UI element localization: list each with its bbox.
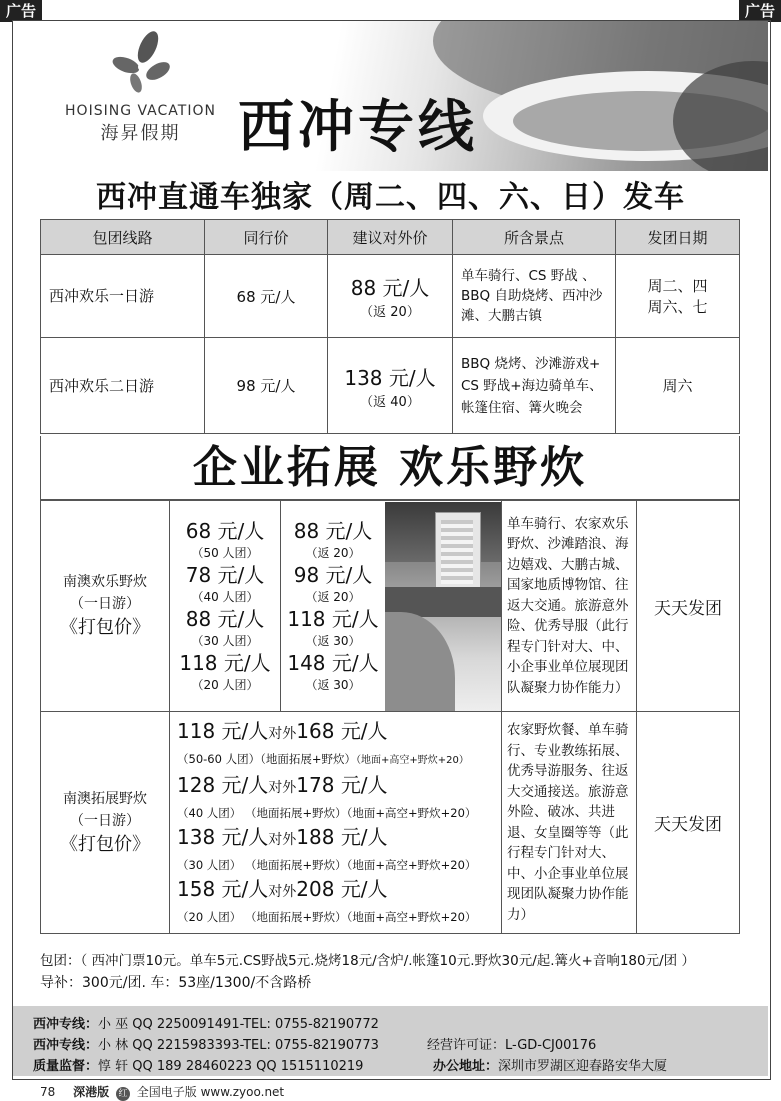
retail-price: 118 元/人 <box>287 607 379 631</box>
peer-note: （40 人团） <box>191 590 259 604</box>
table-row <box>41 501 740 712</box>
flower-logo-icon <box>106 31 176 95</box>
peer-price: 118 元/人 <box>177 718 269 743</box>
table-row <box>41 338 740 434</box>
price-separator: 对外 <box>268 883 297 900</box>
group-note: （20 人团） （地面拓展+野炊） <box>177 909 347 924</box>
retail-note: （返 30） <box>305 678 361 692</box>
contact-label: 质量监督： <box>33 1059 99 1074</box>
package-table <box>40 500 740 934</box>
price-line <box>177 876 500 905</box>
resort-photo <box>385 502 501 711</box>
dates-line: 周六、七 <box>647 298 708 316</box>
peer-note: （20 人团） <box>191 678 259 692</box>
dates: 天天发团 <box>654 815 722 835</box>
retail-note: （返 40） <box>360 394 420 410</box>
price-separator: 对外 <box>268 779 297 796</box>
group-note-2: （地面+高空+野炊+20） <box>346 805 477 820</box>
route-table <box>40 219 740 434</box>
contact-bar <box>13 1006 768 1076</box>
peer-price: 68 元/人 <box>205 255 328 338</box>
page-number: 78 <box>40 1085 56 1099</box>
route-name: 南澳拓展野炊 <box>63 790 147 807</box>
contact-label: 西冲专线： <box>33 1017 99 1032</box>
header-banner <box>13 21 768 171</box>
dates: 天天发团 <box>654 598 722 619</box>
address-label: 办公地址： <box>433 1059 499 1074</box>
dates-cell <box>637 712 740 934</box>
page-footer <box>40 1083 284 1101</box>
route-pricing-type: 《打包价》 <box>60 617 150 638</box>
table-row <box>41 712 740 934</box>
group-note-2: （地面+高空+野炊+20） <box>346 909 477 924</box>
group-note: （40 人团） （地面拓展+野炊） <box>177 805 347 820</box>
peer-price-cell <box>170 501 281 712</box>
price-block <box>177 824 500 876</box>
retail-note: （返 30） <box>305 634 361 648</box>
description-cell <box>502 712 637 934</box>
retail-price: 138 元/人 <box>344 365 436 390</box>
header-route: 包团线路 <box>41 220 205 255</box>
expansion-prices-cell <box>170 712 502 934</box>
group-note-2: （地面+高空+野炊+20） <box>355 754 469 766</box>
retail-note: （返 20） <box>305 546 361 560</box>
edition: 深港版 <box>73 1085 110 1099</box>
contact-row-3 <box>33 1055 363 1074</box>
contact-row-1 <box>33 1013 379 1032</box>
route-pricing-type: 《打包价》 <box>60 833 150 855</box>
description-cell <box>502 501 637 712</box>
ad-label-left: 广告 <box>0 0 42 22</box>
dates-cell <box>616 255 740 338</box>
price-line <box>177 718 500 747</box>
price-line <box>177 824 500 853</box>
contact-text: 小 林 QQ 2215983393-TEL: 0755-82190773 <box>98 1038 379 1053</box>
route-duration: （一日游） <box>70 596 140 612</box>
logo-chinese: 海昇假期 <box>100 123 181 144</box>
dates-cell <box>616 338 740 434</box>
package-description: 农家野炊餐、单车骑行、专业教练拓展、优秀导游服务、往返大交通接送。旅游意外险、破冰、共进退、女皇圈等等（此行程专门针对大、中、小企事业单位展现团队凝聚力协作能力） <box>507 722 629 923</box>
route-cell <box>41 712 170 934</box>
address-text: 深圳市罗湖区迎春路安华大厦 <box>498 1059 668 1074</box>
subtitle: 西冲直通车独家（周二、四、六、日）发车 <box>96 180 685 215</box>
peer-price: 158 元/人 <box>177 876 269 901</box>
contact-row-2 <box>33 1034 379 1053</box>
contact-text: 小 巫 QQ 2250091491-TEL: 0755-82190772 <box>98 1017 379 1032</box>
retail-price: 148 元/人 <box>287 651 379 675</box>
section-banner: 企业拓展 欢乐野炊 <box>40 436 740 500</box>
group-note-2: （地面+高空+野炊+20） <box>346 857 477 872</box>
notes-line-1: 包团：（ 西冲门票10元。单车5元.CS野战5元.烧烤18元/含炉/.帐篷10元.野炊30元/起.篝火+音响180元/团 ） <box>40 953 695 969</box>
header-retail-price: 建议对外价 <box>328 220 453 255</box>
page-title: 西冲专线 <box>238 95 478 160</box>
ad-label-right: 广告 <box>739 0 781 22</box>
route-name: 南澳欢乐野炊 <box>63 574 147 590</box>
dates-cell <box>637 501 740 712</box>
retail-price-cell <box>328 255 453 338</box>
price-separator: 对外 <box>268 725 297 742</box>
peer-note: （50 人团） <box>191 546 259 560</box>
notes-line-2: 导补：300元/团. 车：53座/1300/不含路桥 <box>40 975 312 991</box>
office-address <box>433 1055 667 1074</box>
header-spots: 所含景点 <box>453 220 616 255</box>
retail-note: （返 20） <box>360 305 420 320</box>
retail-price: 168 元/人 <box>296 718 388 743</box>
peer-note: （30 人团） <box>191 634 259 648</box>
retail-price: 178 元/人 <box>296 772 388 797</box>
license-number: L-GD-CJ00176 <box>505 1038 597 1053</box>
price-block <box>177 718 500 772</box>
edition-badge: 红 <box>116 1087 130 1101</box>
retail-price: 188 元/人 <box>296 824 388 849</box>
logo-english: HOISING VACATION <box>65 103 216 119</box>
retail-price: 98 元/人 <box>293 563 373 587</box>
spots: BBQ 烧烤、沙滩游戏+ CS 野战+海边骑单车、帐篷住宿、篝火晚会 <box>453 338 616 434</box>
peer-price: 88 元/人 <box>185 607 265 631</box>
spots: 单车骑行、CS 野战 、BBQ 自助烧烤、西冲沙滩、大鹏古镇 <box>453 255 616 338</box>
dates-line: 周六 <box>662 377 693 395</box>
group-note: （30 人团） （地面拓展+野炊） <box>177 857 347 872</box>
route-name: 西冲欢乐二日游 <box>41 338 205 434</box>
retail-note: （返 20） <box>305 590 361 604</box>
header-peer-price: 同行价 <box>205 220 328 255</box>
price-block <box>177 876 500 928</box>
header-dates: 发团日期 <box>616 220 740 255</box>
photo-sea <box>385 612 455 711</box>
notes <box>40 950 695 994</box>
route-cell <box>41 501 170 712</box>
peer-price: 138 元/人 <box>177 824 269 849</box>
peer-price: 128 元/人 <box>177 772 269 797</box>
retail-price: 208 元/人 <box>296 876 388 901</box>
table-header-row <box>41 220 740 255</box>
route-duration: （一日游） <box>70 812 140 829</box>
retail-price-cell <box>281 501 386 712</box>
retail-price: 88 元/人 <box>350 276 430 300</box>
site-link[interactable]: 全国电子版 www.zyoo.net <box>136 1085 285 1099</box>
dates-line: 周二、四 <box>647 277 708 295</box>
photo-windows <box>441 520 473 584</box>
peer-price: 118 元/人 <box>179 651 271 675</box>
retail-price-cell <box>328 338 453 434</box>
table-row <box>41 255 740 338</box>
license-label: 经营许可证： <box>427 1038 506 1053</box>
package-description: 单车骑行、农家欢乐野炊、沙滩踏浪、海边嬉戏、大鹏古城、国家地质博物馆、往返大交通。旅游意外险、优秀导服（此行程专门针对大、中、小企事业单位展现团队凝聚力协作能力） <box>507 515 629 696</box>
route-name: 西冲欢乐一日游 <box>41 255 205 338</box>
peer-price: 78 元/人 <box>185 563 265 587</box>
contact-label: 西冲专线： <box>33 1038 99 1053</box>
peer-price: 98 元/人 <box>205 338 328 434</box>
license <box>427 1034 596 1053</box>
price-block <box>177 772 500 824</box>
photo-cell <box>385 501 502 712</box>
group-note: （50-60 人团）（地面拓展+野炊） <box>177 751 356 766</box>
contact-text: 惇 轩 QQ 189 28460223 QQ 1515110219 <box>98 1059 364 1074</box>
price-line <box>177 772 500 801</box>
price-separator: 对外 <box>268 831 297 848</box>
retail-price: 88 元/人 <box>293 519 373 543</box>
logo <box>53 31 228 145</box>
peer-price: 68 元/人 <box>185 519 265 543</box>
